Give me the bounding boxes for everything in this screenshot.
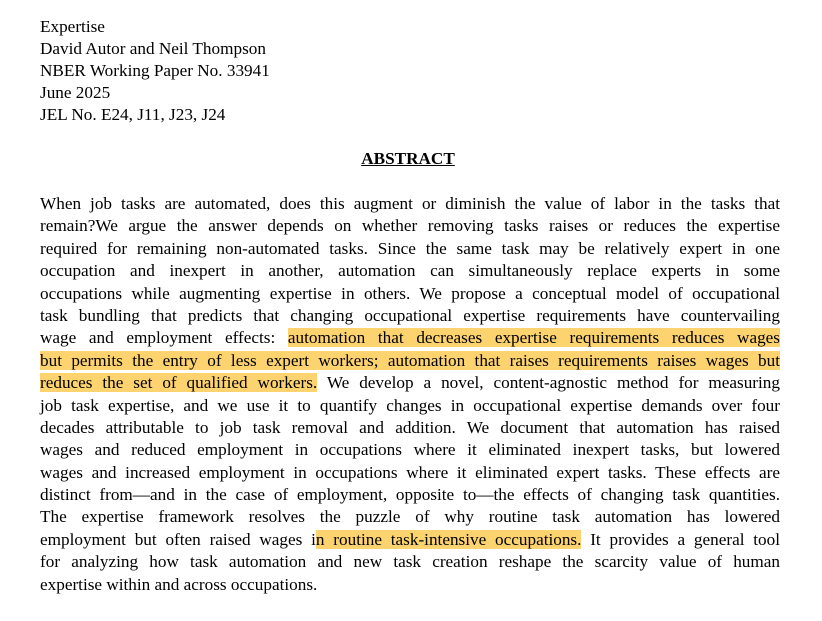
abstract-text: The expertise framework resolves the puzzle of why routine task automation has lowered xyxy=(40,507,780,527)
abstract-text: employment but often raised wages i xyxy=(40,529,316,549)
highlighted-text: but permits the entry of less expert workers; automation that raises requirements raises wages but xyxy=(40,350,780,370)
abstract-line xyxy=(40,260,780,282)
abstract-line xyxy=(40,462,780,484)
paper-jel-codes: JEL No. E24, J11, J23, J24 xyxy=(40,105,226,124)
abstract-text: wage and employment effects: xyxy=(40,328,288,348)
abstract-line xyxy=(40,529,780,551)
abstract-line xyxy=(40,395,780,417)
abstract-line xyxy=(40,372,780,394)
abstract-text: task bundling that predicts that changing occupational expertise requirements have countervailing xyxy=(40,305,780,325)
abstract-body xyxy=(40,193,780,596)
abstract-line xyxy=(40,193,780,215)
highlighted-text: n routine task-intensive occupations. xyxy=(315,529,582,549)
abstract-line xyxy=(40,350,780,372)
abstract-text: distinct from—and in the case of employment, opposite to—the effects of changing task quantities. xyxy=(40,485,780,505)
abstract-heading: ABSTRACT xyxy=(361,149,455,168)
paper-series: NBER Working Paper No. 33941 xyxy=(40,61,270,80)
abstract-text: It provides a general tool xyxy=(581,529,780,549)
abstract-line xyxy=(40,283,780,305)
abstract-text: decades attributable to job task removal and addition. We document that automation has raised xyxy=(40,417,780,437)
abstract-line xyxy=(40,484,780,506)
abstract-text: wages and reduced employment in occupations where it eliminated inexpert tasks, but lowered xyxy=(40,440,780,460)
paper-title: Expertise xyxy=(40,17,105,36)
abstract-line xyxy=(40,305,780,327)
abstract-text: We develop a novel, content-agnostic method for measuring xyxy=(317,373,780,393)
abstract-text: wages and increased employment in occupations where it eliminated expert tasks. These effects are xyxy=(40,462,780,482)
abstract-text: When job tasks are automated, does this augment or diminish the value of labor in the tasks that xyxy=(40,194,780,213)
abstract-line xyxy=(40,439,780,461)
abstract-line xyxy=(40,327,780,349)
abstract-text: remain?We argue the answer depends on whether removing tasks raises or reduces the expertise xyxy=(40,216,780,236)
abstract-text: job task expertise, and we use it to quantify changes in occupational expertise demands over four xyxy=(40,395,780,415)
paper-date: June 2025 xyxy=(40,83,111,102)
abstract-text: required for remaining non-automated tasks. Since the same task may be relatively expert in one xyxy=(40,238,780,258)
highlighted-text: reduces the set of qualified workers. xyxy=(40,373,318,393)
highlighted-text: automation that decreases expertise requirements reduces wages xyxy=(287,328,780,348)
abstract-text: for analyzing how task automation and new task creation reshape the scarcity value of human xyxy=(40,552,780,572)
abstract-text: expertise within and across occupations. xyxy=(40,574,318,594)
abstract-line xyxy=(40,551,780,573)
abstract-text: occupation and inexpert in another, automation can simultaneously replace experts in some xyxy=(40,261,780,281)
abstract-line xyxy=(40,417,780,439)
abstract-line xyxy=(40,506,780,528)
paper-header xyxy=(40,16,270,126)
abstract-line xyxy=(40,215,780,237)
paper-authors: David Autor and Neil Thompson xyxy=(40,39,266,58)
abstract-line xyxy=(40,574,780,596)
abstract-text: occupations while augmenting expertise in others. We propose a conceptual model of occupational xyxy=(40,283,780,303)
abstract-line xyxy=(40,238,780,260)
